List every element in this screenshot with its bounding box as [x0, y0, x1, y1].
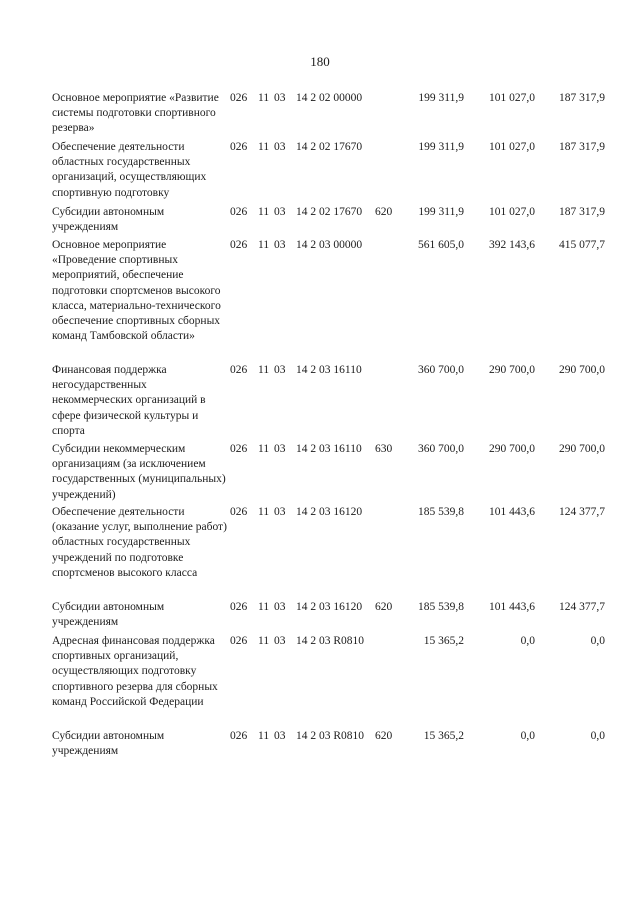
- amount-3: 124 377,7: [559, 506, 605, 518]
- grbs-code: 026: [230, 730, 248, 742]
- target-article-code: 14 2 03 16110: [296, 364, 362, 376]
- amount-3: 290 700,0: [559, 443, 605, 455]
- amount-3: 187 317,9: [559, 92, 605, 104]
- amount-1: 199 311,9: [418, 206, 464, 218]
- grbs-code: 026: [230, 506, 248, 518]
- grbs-code: 026: [230, 601, 248, 613]
- subsection-code: 03: [274, 635, 286, 647]
- target-article-code: 14 2 03 R0810: [296, 730, 365, 742]
- subsection-code: 03: [274, 601, 286, 613]
- row-name: Субсидии автономным учреждениям: [52, 730, 165, 758]
- target-article-code: 14 2 03 R0810: [296, 635, 365, 647]
- section-code: 11: [258, 730, 270, 742]
- amount-3: 415 077,7: [559, 239, 605, 251]
- amount-2: 101 027,0: [489, 92, 535, 104]
- amount-2: 101 443,6: [489, 601, 535, 613]
- subsection-code: 03: [274, 443, 286, 455]
- amount-1: 561 605,0: [418, 239, 464, 251]
- subsection-code: 03: [274, 92, 286, 104]
- amount-1: 360 700,0: [418, 443, 464, 455]
- amount-3: 187 317,9: [559, 206, 605, 218]
- amount-2: 101 443,6: [489, 506, 535, 518]
- amount-2: 101 027,0: [489, 206, 535, 218]
- section-code: 11: [258, 364, 270, 376]
- amount-2: 0,0: [520, 730, 535, 742]
- amount-1: 185 539,8: [418, 601, 464, 613]
- amount-1: 199 311,9: [418, 141, 464, 153]
- row-name: Адресная финансовая поддержка спортивных организаций, осуществляющих подготовку спортивного резерва для сборных команд Российской Федерации: [52, 635, 218, 708]
- grbs-code: 026: [230, 206, 248, 218]
- row-name: Основное мероприятие «Проведение спортивных мероприятий, обеспечение подготовки спортсменов высокого класса, материально-технического обеспечение спортивных сборных команд Тамбовской области»: [52, 239, 221, 343]
- section-code: 11: [258, 92, 270, 104]
- grbs-code: 026: [230, 141, 248, 153]
- amount-3: 124 377,7: [559, 601, 605, 613]
- grbs-code: 026: [230, 443, 248, 455]
- section-code: 11: [258, 206, 270, 218]
- amount-1: 185 539,8: [418, 506, 464, 518]
- amount-3: 0,0: [590, 730, 605, 742]
- target-article-code: 14 2 02 17670: [296, 141, 363, 153]
- amount-3: 187 317,9: [559, 141, 605, 153]
- subsection-code: 03: [274, 239, 286, 251]
- amount-1: 360 700,0: [418, 364, 464, 376]
- amount-2: 290 700,0: [489, 364, 535, 376]
- expense-type-code: 630: [375, 443, 393, 455]
- amount-1: 15 365,2: [423, 635, 464, 647]
- amount-2: 392 143,6: [489, 239, 535, 251]
- grbs-code: 026: [230, 239, 248, 251]
- target-article-code: 14 2 03 16120: [296, 601, 363, 613]
- section-code: 11: [258, 635, 270, 647]
- page-number: 180: [310, 54, 330, 69]
- row-name: Обеспечение деятельности областных государственных организаций, осуществляющих спортивную подготовку: [52, 141, 207, 199]
- subsection-code: 03: [274, 141, 286, 153]
- expense-type-code: 620: [375, 206, 393, 218]
- row-name: Финансовая поддержка негосударственных некоммерческих организаций в сфере физической культуры и спорта: [52, 364, 206, 437]
- section-code: 11: [258, 141, 270, 153]
- target-article-code: 14 2 02 17670: [296, 206, 363, 218]
- amount-2: 0,0: [520, 635, 535, 647]
- subsection-code: 03: [274, 730, 286, 742]
- expense-type-code: 620: [375, 730, 393, 742]
- row-name: Субсидии некоммерческим организациям (за исключением государственных (муниципальных) учреждений): [52, 443, 226, 501]
- amount-1: 15 365,2: [423, 730, 464, 742]
- expense-type-code: 620: [375, 601, 393, 613]
- target-article-code: 14 2 03 16120: [296, 506, 363, 518]
- subsection-code: 03: [274, 506, 286, 518]
- section-code: 11: [258, 443, 270, 455]
- target-article-code: 14 2 03 16110: [296, 443, 362, 455]
- row-name: Основное мероприятие «Развитие системы подготовки спортивного резерва»: [52, 92, 219, 135]
- amount-1: 199 311,9: [418, 92, 464, 104]
- row-name: Субсидии автономным учреждениям: [52, 601, 165, 629]
- section-code: 11: [258, 239, 270, 251]
- target-article-code: 14 2 03 00000: [296, 239, 363, 251]
- grbs-code: 026: [230, 635, 248, 647]
- amount-2: 101 027,0: [489, 141, 535, 153]
- row-name: Обеспечение деятельности (оказание услуг, выполнение работ) областных государственных учреждений по подготовке спортсменов высокого класса: [52, 506, 227, 579]
- grbs-code: 026: [230, 364, 248, 376]
- amount-3: 0,0: [590, 635, 605, 647]
- section-code: 11: [258, 506, 270, 518]
- subsection-code: 03: [274, 364, 286, 376]
- amount-3: 290 700,0: [559, 364, 605, 376]
- row-name: Субсидии автономным учреждениям: [52, 206, 165, 234]
- amount-2: 290 700,0: [489, 443, 535, 455]
- target-article-code: 14 2 02 00000: [296, 92, 363, 104]
- grbs-code: 026: [230, 92, 248, 104]
- subsection-code: 03: [274, 206, 286, 218]
- section-code: 11: [258, 601, 270, 613]
